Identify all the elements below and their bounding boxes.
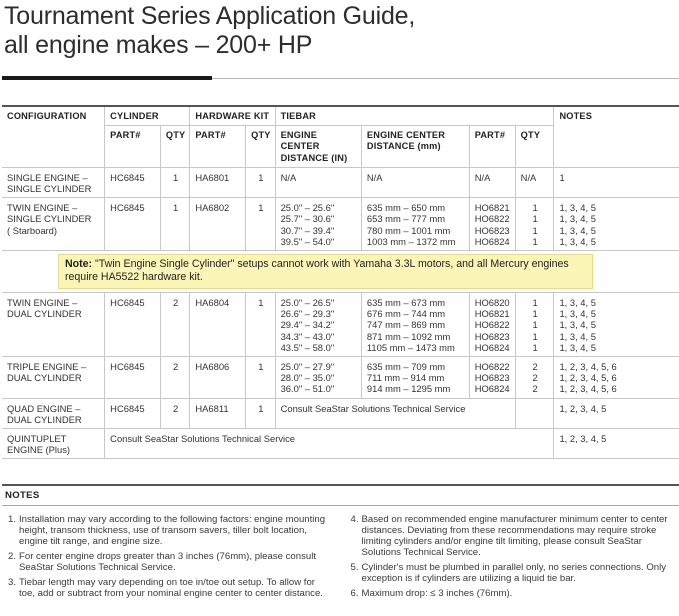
note-text: Tiebar length may vary depending on toe in/toe out setup. To allow for toe, add or subtract from your nominal engine center to center distance. [19,577,323,599]
tiebar-part-value: HO6822 [474,361,510,373]
hardware-part-cell: HA6801 [190,167,246,197]
header-configuration: CONFIGURATION [2,106,105,167]
configuration-line: DUAL CYLINDER [7,372,82,384]
cylinder-qty-cell: 1 [160,198,190,251]
tiebar-part-value: HO6821 [474,202,510,214]
header-notes: NOTES [554,106,679,167]
configuration-line: QUINTUPLET [7,433,67,445]
tiebar-qty-value: 1 [532,308,538,320]
notes-value: 1, 3, 4, 5 [559,224,596,236]
distance-mm-value: 747 mm – 869 mm [366,319,446,331]
tiebar-part-value: HO6823 [474,330,510,342]
tiebar-qty-cell: N/A [515,167,554,197]
hardware-qty-cell: 1 [246,293,276,357]
table-row [2,293,679,357]
configuration-line: TWIN ENGINE – [7,297,78,309]
note-text: Based on recommended engine manufacturer minimum center to center distances. Deviating from these recommendations may require stroke limiting cylinders and/or engine tilt limiting, please consult SeaStar Solutions Technical Service. [361,514,668,558]
notes-cell: 1, 2, 3, 4, 5 [554,398,679,428]
distance-mm-value: 1003 mm – 1372 mm [366,235,456,247]
table-row [2,429,679,459]
configuration-line: DUAL CYLINDER [7,308,82,320]
note-callout-label: Note: [65,258,93,271]
list-item [351,514,670,558]
tiebar-part-value: HO6820 [474,297,510,309]
notes-value: 1, 3, 4, 5 [559,213,596,225]
notes-value: 1, 3, 4, 5 [559,319,596,331]
application-guide-table [2,105,679,459]
notes-cell [554,198,679,251]
distance-in-value: 26.6" – 29.3" [280,308,335,320]
hardware-part-cell: HA6802 [190,198,246,251]
hardware-part-cell: HA6806 [190,357,246,399]
notes-cell [554,293,679,357]
tiebar-part-value: HO6823 [474,224,510,236]
consult-cell: Consult SeaStar Solutions Technical Service [105,429,554,459]
header-cylinder-part: PART# [105,126,161,168]
tiebar-qty-cell [515,198,554,251]
distance-in-cell [275,357,361,399]
tiebar-qty-value: 2 [532,372,538,384]
list-item [8,514,327,547]
tiebar-qty-cell [515,293,554,357]
note-number: 4. [350,514,359,525]
configuration-line: SINGLE CYLINDER [7,183,92,195]
note-callout [58,254,593,289]
notes-value: 1, 3, 4, 5 [559,297,596,309]
notes-value: 1, 3, 4, 5 [559,341,596,353]
notes-section [2,484,679,603]
tiebar-part-value: HO6822 [474,319,510,331]
tiebar-qty-value: 1 [532,330,538,342]
tiebar-part-value: HO6823 [474,372,510,384]
cylinder-part-cell: HC6845 [105,167,161,197]
title-line-1: Tournament Series Application Guide, [4,2,416,30]
distance-in-value: 36.0" – 51.0" [280,383,335,395]
distance-mm-value: 1105 mm – 1473 mm [366,341,455,353]
note-text: Installation may vary according to the following factors: engine mounting height, transom thickness, use of transom savers, tiller bolt location, engine tilt range, and engine size. [19,514,326,547]
tiebar-qty-cell [515,398,554,428]
distance-mm-value: 914 mm – 1295 mm [366,383,451,395]
distance-in-value: 34.3" – 43.0" [280,330,335,342]
hardware-qty-cell: 1 [246,167,276,197]
distance-in-cell: N/A [275,167,361,197]
tiebar-part-value: HO6824 [474,235,510,247]
list-item [351,588,670,599]
note-text: For center engine drops greater than 3 inches (76mm), please consult SeaStar Solutions Technical Service. [19,551,317,573]
note-number: 5. [350,562,359,573]
notes-value: 1, 2, 3, 4, 5, 6 [559,372,617,384]
tiebar-part-value: HO6821 [474,308,510,320]
tiebar-qty-value: 1 [532,213,538,225]
tiebar-part-cell [469,293,515,357]
note-number: 3. [8,577,17,588]
distance-mm-value: 635 mm – 709 mm [366,361,446,373]
configuration-line: ENGINE (Plus) [7,444,71,456]
notes-cell [554,357,679,399]
distance-in-value: 29.4" – 34.2" [280,319,335,331]
tiebar-part-value: HO6822 [474,213,510,225]
tiebar-part-value: HO6824 [474,383,510,395]
header-cylinder: CYLINDER [105,106,190,126]
title-underline [2,76,212,80]
tiebar-qty-value: 1 [532,224,538,236]
distance-in-value: 25.7" – 30.6" [280,213,335,225]
configuration-line: SINGLE CYLINDER [7,213,92,225]
header-hardware-kit: HARDWARE KIT [190,106,275,126]
distance-in-value: 25.0" – 25.6" [280,202,335,214]
hardware-part-cell: HA6811 [190,398,246,428]
notes-column-right [351,514,679,603]
tiebar-qty-value: 1 [532,202,538,214]
cylinder-part-cell: HC6845 [105,357,161,399]
table-row [2,357,679,399]
configuration-cell [2,167,105,197]
distance-in-value: 28.0" – 35.0" [280,372,335,384]
hardware-qty-cell: 1 [246,357,276,399]
header-engine-center-in: ENGINE CENTER DISTANCE (IN) [275,126,361,168]
distance-in-value: 25.0" – 26.5" [280,297,335,309]
cylinder-qty-cell: 1 [160,167,190,197]
note-number: 6. [350,588,359,599]
tiebar-qty-value: 1 [532,319,538,331]
distance-in-value: 30.7" – 39.4" [280,224,335,236]
title-line-2: all engine makes – 200+ HP [4,31,313,59]
cylinder-part-cell: HC6845 [105,293,161,357]
distance-in-cell [275,198,361,251]
distance-mm-cell [361,357,469,399]
tiebar-part-value: HO6824 [474,341,510,353]
tiebar-part-cell [469,357,515,399]
list-item [351,562,670,584]
notes-value: 1, 3, 4, 5 [559,202,596,214]
tiebar-qty-value: 2 [532,383,538,395]
configuration-line: SINGLE ENGINE – [7,171,88,183]
tiebar-part-cell: N/A [469,167,515,197]
configuration-cell [2,357,105,399]
distance-mm-value: 871 mm – 1092 mm [366,330,451,342]
note-text: Cylinder's must be plumbed in parallel only, no series connections. Only exception is if cylinders are utilizing a liquid tie bar. [361,562,667,584]
cylinder-qty-cell: 2 [160,398,190,428]
distance-mm-value: 653 mm – 777 mm [366,213,446,225]
header-cylinder-qty: QTY [160,126,190,168]
notes-cell: 1, 2, 3, 4, 5 [554,429,679,459]
tiebar-qty-value: 1 [532,297,538,309]
distance-in-value: 39.5" – 54.0" [280,235,335,247]
note-text: Maximum drop: ≤ 3 inches (76mm). [361,588,513,599]
note-number: 2. [8,551,17,562]
header-hardware-part: PART# [190,126,246,168]
configuration-line: ( Starboard) [7,224,58,236]
cylinder-part-cell: HC6845 [105,398,161,428]
note-number: 1. [8,514,17,525]
tiebar-qty-cell [515,357,554,399]
cylinder-qty-cell: 2 [160,293,190,357]
distance-mm-cell [361,198,469,251]
notes-cell: 1 [554,167,679,197]
tiebar-part-cell [469,198,515,251]
distance-mm-value: 711 mm – 914 mm [366,372,445,384]
configuration-cell [2,198,105,251]
configuration-line: DUAL CYLINDER [7,413,82,425]
notes-value: 1, 3, 4, 5 [559,235,596,247]
tiebar-qty-value: 2 [532,361,538,373]
notes-value: 1, 3, 4, 5 [559,330,596,342]
consult-cell: Consult SeaStar Solutions Technical Service [275,398,515,428]
distance-mm-value: 635 mm – 673 mm [366,297,446,309]
distance-mm-value: 635 mm – 650 mm [366,202,446,214]
hardware-part-cell: HA6804 [190,293,246,357]
header-tiebar-qty: QTY [515,126,554,168]
distance-mm-value: 780 mm – 1001 mm [366,224,451,236]
tiebar-qty-value: 1 [532,235,538,247]
distance-mm-value: 676 mm – 744 mm [366,308,446,320]
list-item [8,577,327,599]
table-row [2,198,679,251]
distance-in-cell [275,293,361,357]
distance-in-value: 25.0" – 27.9" [280,361,335,373]
configuration-cell [2,398,105,428]
header-divider [212,78,679,79]
header-tiebar-part: PART# [469,126,515,168]
cylinder-qty-cell: 2 [160,357,190,399]
distance-in-value: 43.5" – 58.0" [280,341,335,353]
table-row [2,167,679,197]
note-callout-row [2,251,679,293]
header-hardware-qty: QTY [246,126,276,168]
header-row-1 [2,106,679,126]
notes-columns [2,506,679,603]
notes-column-left [8,514,351,603]
distance-mm-cell [361,293,469,357]
table-row [2,398,679,428]
configuration-cell [2,293,105,357]
tiebar-qty-value: 1 [532,341,538,353]
page-title [4,2,415,60]
notes-value: 1, 2, 3, 4, 5, 6 [559,383,617,395]
configuration-line: TRIPLE ENGINE – [7,361,87,373]
note-callout-cell [2,251,679,293]
configuration-cell [2,429,105,459]
hardware-qty-cell: 1 [246,398,276,428]
hardware-qty-cell: 1 [246,198,276,251]
notes-value: 1, 3, 4, 5 [559,308,596,320]
cylinder-part-cell: HC6845 [105,198,161,251]
notes-heading: NOTES [5,490,40,501]
header-engine-center-mm: ENGINE CENTER DISTANCE (mm) [361,126,469,168]
note-callout-text: "Twin Engine Single Cylinder" setups cannot work with Yamaha 3.3L motors, and all Mercury engines require HA5522 hardware kit. [65,258,569,284]
configuration-line: TWIN ENGINE – [7,202,78,214]
header-tiebar: TIEBAR [275,106,554,126]
list-item [8,551,327,573]
distance-mm-cell: N/A [361,167,469,197]
configuration-line: QUAD ENGINE – [7,402,81,414]
notes-value: 1, 2, 3, 4, 5, 6 [559,361,617,373]
